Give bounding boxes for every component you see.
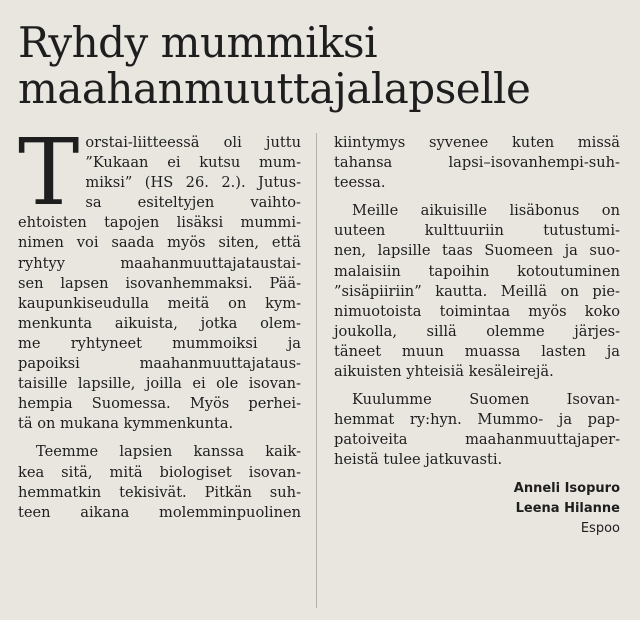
left-paragraph-1 — [18, 119, 301, 434]
right-paragraph-3 — [334, 390, 620, 470]
text-line: uuteen kulttuuriin tutustumi- — [334, 222, 620, 240]
text-line: hempia Suomessa. Myös perhei- — [18, 395, 301, 413]
text-line: kiintymys syvenee kuten missä — [334, 134, 620, 151]
right-paragraph-1 — [334, 133, 620, 193]
signature-location: Espoo — [580, 520, 620, 536]
text-line: menkunta aikuista, jotka olem- — [18, 314, 301, 332]
text-line: miksi” (HS 26. 2.). Jutus- — [85, 174, 301, 192]
right-column — [334, 133, 620, 539]
text-line: sen lapsen isovanhemmaksi. Pää- — [18, 274, 301, 292]
text-line: kea sitä, mitä biologiset isovan- — [18, 463, 301, 481]
headline-line-1: Ryhdy mummiksi — [18, 18, 378, 67]
text-line: taisille lapsille, joilla ei ole isovan- — [18, 375, 301, 393]
text-line: me ryhtyneet mummoiksi ja — [18, 334, 301, 352]
drop-cap: T — [18, 119, 80, 226]
left-paragraph-2 — [18, 442, 301, 522]
text-line: ehtoisten tapojen lisäksi mummi- — [18, 214, 301, 232]
text-line: ryhtyy maahanmuuttajataustai- — [18, 254, 301, 272]
headline-line-2: maahanmuuttajalapselle — [18, 64, 531, 113]
headline — [18, 20, 578, 112]
text-line: Teemme lapsien kanssa kaik- — [36, 443, 301, 461]
text-line: sa esiteltyjen vaihto- — [85, 194, 301, 212]
text-line: aikuisten yhteisiä kesäleirejä. — [334, 363, 554, 381]
text-line: Kuulumme Suomen Isovan- — [352, 391, 620, 409]
text-line: nen, lapsille taas Suomeen ja suo- — [334, 242, 620, 260]
text-line: teen aikana molemminpuolinen — [18, 503, 301, 521]
text-line: hemmat ry:hyn. Mummo- ja pap- — [334, 411, 620, 429]
text-line: nimuotoista toimintaa myös koko — [334, 302, 620, 320]
text-line: malaisiin tapoihin kotoutuminen — [334, 262, 620, 280]
text-line: heistä tulee jatkuvasti. — [334, 451, 503, 469]
text-line: orstai-liitteessä oli juttu — [85, 134, 301, 151]
text-line: ”Kukaan ei kutsu mum- — [85, 154, 301, 172]
text-line: patoiveita maahanmuuttajaper- — [334, 431, 620, 449]
text-line: nimen voi saada myös siten, että — [18, 234, 301, 252]
text-line: ”sisäpiiriin” kautta. Meillä on pie- — [334, 282, 620, 300]
text-line: tä on mukana kymmenkunta. — [18, 415, 234, 433]
text-line: täneet muun muassa lasten ja — [334, 342, 620, 360]
text-line: kaupunkiseudulla meitä on kym- — [18, 294, 301, 312]
right-paragraph-2 — [334, 201, 620, 382]
text-line: papoiksi maahanmuuttajataus- — [18, 355, 301, 373]
text-line: hemmatkin tekisivät. Pitkän suh- — [18, 483, 301, 501]
column-divider — [316, 133, 317, 608]
signature-author-2: Leena Hilanne — [515, 500, 620, 516]
left-column — [18, 119, 301, 531]
text-line: teessa. — [334, 174, 386, 192]
text-line: tahansa lapsi–isovanhempi-suh- — [334, 154, 620, 172]
text-line: Meille aikuisille lisäbonus on — [352, 202, 620, 220]
text-line: joukolla, sillä olemme järjes- — [334, 322, 620, 340]
signature-author-1: Anneli Isopuro — [513, 480, 620, 496]
